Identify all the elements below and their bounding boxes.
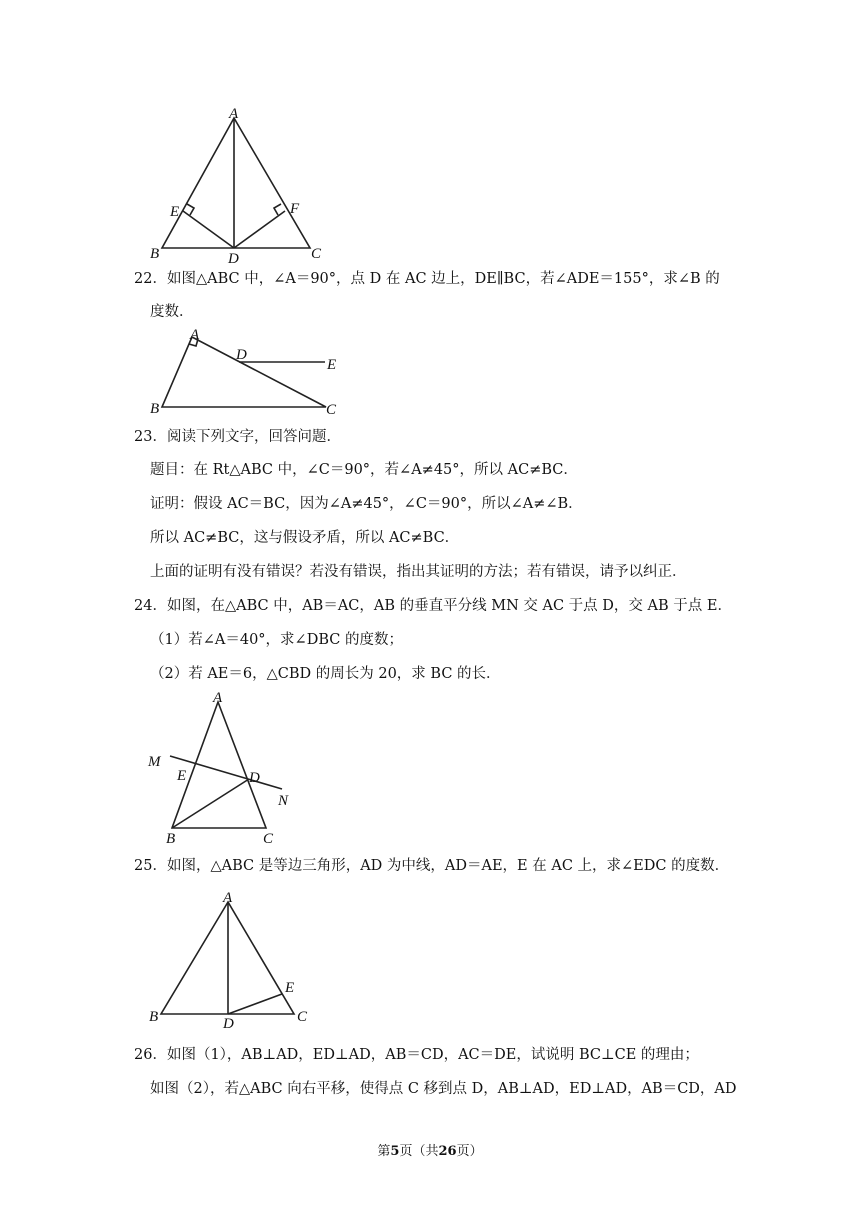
- label-c: C: [311, 246, 322, 262]
- footer-middle: 页（共: [399, 1144, 439, 1159]
- segment-de: [183, 211, 234, 248]
- q22-line-1: 22．如图△ABC 中，∠A＝90°，点 D 在 AC 边上，DE∥BC，若∠ADE＝155°，求∠B 的: [134, 271, 720, 287]
- label-m: M: [148, 754, 161, 770]
- page-footer: [0, 1140, 860, 1159]
- footer-prefix: 第: [377, 1144, 391, 1159]
- q23-line-4: 所以 AC≠BC，这与假设矛盾，所以 AC≠BC．: [150, 530, 460, 546]
- label-a: A: [213, 690, 223, 706]
- segment-df: [234, 211, 285, 248]
- footer-suffix: 页）: [456, 1144, 483, 1159]
- q26-line-1: 26．如图（1），AB⊥AD，ED⊥AD，AB＝CD，AC＝DE，试说明 BC⊥CE 的理由；: [134, 1047, 699, 1063]
- label-b: B: [149, 1009, 159, 1025]
- figure-25: [140, 888, 330, 1033]
- label-d: D: [223, 1016, 234, 1032]
- q23-line-3: 证明：假设 AC＝BC，因为∠A≠45°，∠C＝90°，所以∠A≠∠B．: [150, 496, 583, 512]
- label-a: A: [223, 890, 233, 906]
- label-f: F: [290, 201, 300, 217]
- footer-total-pages: 26: [438, 1144, 457, 1159]
- label-b: B: [150, 246, 160, 262]
- triangle-abc: [172, 702, 266, 828]
- label-d: D: [236, 347, 247, 363]
- q24-line-1: 24．如图，在△ABC 中，AB＝AC，AB 的垂直平分线 MN 交 AC 于点 D，交 AB 于点 E．: [134, 598, 732, 614]
- label-c: C: [326, 402, 337, 418]
- label-n: N: [278, 793, 289, 809]
- q24-line-3: （2）若 AE＝6，△CBD 的周长为 20，求 BC 的长．: [150, 666, 501, 682]
- label-c: C: [297, 1009, 308, 1025]
- label-c: C: [263, 831, 274, 847]
- label-b: B: [150, 401, 160, 417]
- q22-line-2: 度数．: [150, 304, 194, 320]
- q24-line-2: （1）若∠A＝40°，求∠DBC 的度数；: [150, 632, 403, 648]
- figure-22: [140, 325, 360, 420]
- triangle-abc: [162, 118, 310, 248]
- segment-bd: [172, 779, 249, 828]
- right-angle-mark-e: [187, 204, 194, 215]
- q23-line-1: 23．阅读下列文字，回答问题．: [134, 429, 341, 445]
- q25-line-1: 25．如图，△ABC 是等边三角形，AD 为中线，AD＝AE，E 在 AC 上，求∠EDC 的度数．: [134, 858, 730, 874]
- label-b: B: [166, 831, 176, 847]
- right-angle-mark-f: [274, 204, 281, 215]
- figure-21: [140, 100, 340, 265]
- q26-line-2: 如图（2），若△ABC 向右平移，使得点 C 移到点 D，AB⊥AD，ED⊥AD，AB＝CD，AD: [150, 1081, 737, 1097]
- label-d: D: [228, 251, 239, 267]
- label-e: E: [285, 980, 295, 996]
- label-e: E: [170, 204, 180, 220]
- q23-line-2: 题目：在 Rt△ABC 中，∠C＝90°，若∠A≠45°，所以 AC≠BC．: [150, 462, 578, 478]
- label-a: A: [190, 327, 200, 343]
- figure-24: [140, 688, 320, 848]
- segment-de: [228, 994, 282, 1014]
- footer-page-number: 5: [390, 1144, 400, 1159]
- line-mn: [170, 756, 282, 789]
- label-e: E: [327, 357, 337, 373]
- q23-line-5: 上面的证明有没有错误？若没有错误，指出其证明的方法；若有错误，请予以纠正．: [150, 564, 687, 580]
- label-a: A: [229, 106, 239, 122]
- label-e: E: [177, 768, 187, 784]
- label-d: D: [249, 770, 260, 786]
